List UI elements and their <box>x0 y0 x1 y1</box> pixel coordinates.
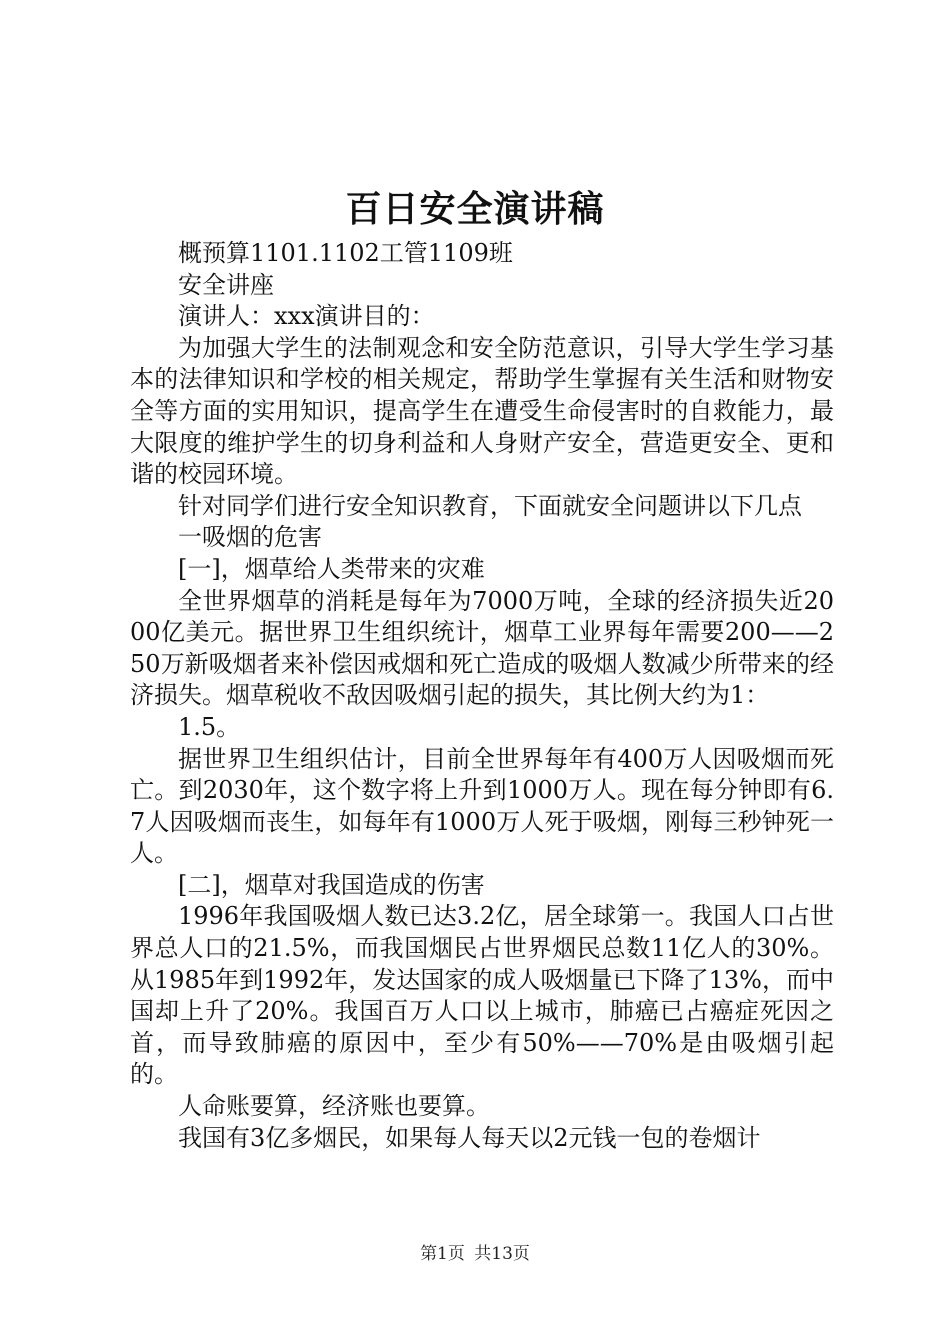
speaker-line: 演讲人：xxx演讲目的： <box>178 302 435 331</box>
body-paragraph: 我国有3亿多烟民，如果每人每天以2元钱一包的卷烟计 <box>178 1123 761 1152</box>
page-number: 第1页 <box>420 1244 465 1264</box>
body-paragraph: 1996年我国吸烟人数已达3.2亿，居全球第一。我国人口占世界总人口的21.5%，而我国烟民占世界烟民总数11亿人的30%。从1985年到1992年，发达国家的成人吸烟量已下降了13%，而中国却上升了20%。我国百万人口以上城市，肺癌已占癌症死因之首，而导致肺癌的原因中，至少有50%——70%是由吸烟引起的。 <box>130 902 834 1089</box>
document-body <box>130 238 834 1154</box>
body-paragraph: 人命账要算，经济账也要算。 <box>178 1092 490 1121</box>
subsection-heading: [一]，烟草给人类带来的灾难 <box>178 554 485 583</box>
body-paragraph: 全世界烟草的消耗是每年为7000万吨，全球的经济损失近2000亿美元。据世界卫生组织统计，烟草工业界每年需要200——250万新吸烟者来补偿因戒烟和死亡造成的吸烟人数减少所带来的经济损失。烟草税收不敌因吸烟引起的损失，其比例大约为1： <box>130 586 834 710</box>
section-heading: 一吸烟的危害 <box>178 523 322 552</box>
lecture-label: 安全讲座 <box>178 270 274 299</box>
page-footer <box>0 1242 950 1266</box>
subsection-heading: [二]，烟草对我国造成的伤害 <box>178 870 485 899</box>
ratio-line: 1.5。 <box>178 712 241 741</box>
body-paragraph: 据世界卫生组织估计，目前全世界每年有400万人因吸烟而死亡。到2030年，这个数字将上升到1000万人。现在每分钟即有6.7人因吸烟而丧生，如每年有1000万人死于吸烟，刚每三秒钟死一人。 <box>130 744 834 868</box>
page-total: 共13页 <box>474 1244 530 1264</box>
class-info-line: 概预算1101.1102工管1109班 <box>178 239 513 267</box>
document-title: 百日安全演讲稿 <box>345 188 605 230</box>
purpose-paragraph: 为加强大学生的法制观念和安全防范意识，引导大学生学习基本的法律知识和学校的相关规定，帮助学生掌握有关生活和财物安全等方面的实用知识，提高学生在遭受生命侵害时的自救能力，最大限度的维护学生的切身利益和人身财产安全，营造更安全、更和谐的校园环境。 <box>130 333 834 489</box>
intro-paragraph: 针对同学们进行安全知识教育，下面就安全问题讲以下几点 <box>178 491 802 520</box>
